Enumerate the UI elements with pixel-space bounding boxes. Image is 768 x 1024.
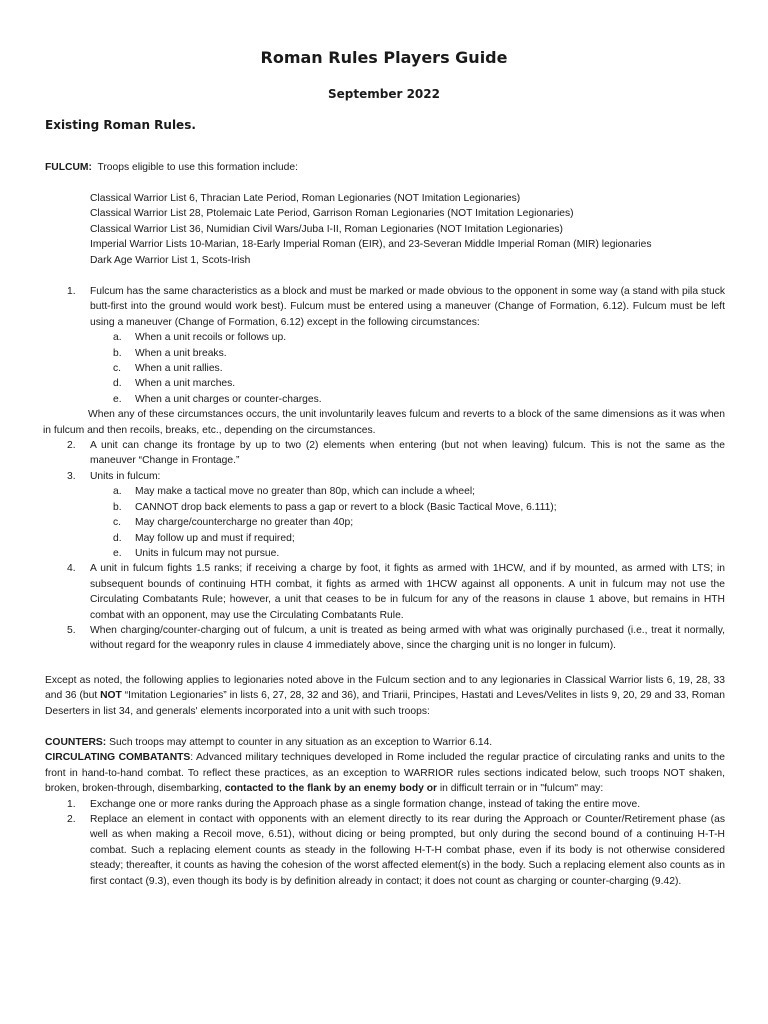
rule-1-item-b: b. When a unit breaks.: [113, 347, 227, 359]
rule-3: 3. Units in fulcum:: [67, 470, 161, 482]
list-item: Dark Age Warrior List 1, Scots-Irish: [90, 254, 251, 266]
page-title: Roman Rules Players Guide: [260, 48, 508, 67]
rule-1-item-a: a. When a unit recoils or follows up.: [113, 332, 287, 344]
list-item: Classical Warrior List 6, Thracian Late Period, Roman Legionaries (NOT Imitation Legionaries): [90, 193, 521, 204]
fulcum-label: FULCUM:: [45, 162, 92, 173]
circulating-item-2: 2. Replace an element in contact with opponents with an element directly to its rear during the Approach or Counter/Retirement phase (as well as when making a Recoil move, 6.51), without dicing or being prompted, but only during the second bound of a continuing H-T-H combat. Such a replacing element counts as steady in the following H-T-H combat phase, even if its body is not otherwise considered steady; thereafter, it counts as having the cohesion of the worst affected element(s) in the body. Such a replacing element also counts as in first contact (9.3), even though its body is by definition already in contact; it does not count as charging or counter-charging (9.42).: [67, 814, 725, 887]
circulating-item-1: 1. Exchange one or more ranks during the Approach phase as a single formation change, instead of taking the entire move.: [67, 798, 641, 810]
rule-4: 4. A unit in fulcum fights 1.5 ranks; if receiving a charge by foot, it fights as armed with 1HCW, and if by mounted, as armed with LTS; in subsequent bounds of continuing HTH combat, it fights as armed with 1HCW against all opponents. A unit in fulcum may not use the Circulating Combatants Rule; however, a unit that ceases to be in fulcum for any of the reasons in clause 1 above, but remains in HTH combat with an opponent, may use the Circulating Combatants Rule.: [67, 563, 725, 621]
eligible-lists: [90, 191, 730, 268]
fulcum-intro: [45, 160, 725, 175]
counters-label: COUNTERS:: [45, 737, 107, 748]
counters-section: [45, 735, 725, 889]
document-date: September 2022: [328, 87, 440, 101]
rule-3-item-e: e. Units in fulcum may not pursue.: [113, 547, 280, 559]
rule-5: 5. When charging/counter-charging out of fulcum, a unit is treated as being armed with what was originally purchased (i.e., treat it normally, without regard for the weaponry rules in clause 4 immediately above, since the charging unit is no longer in fulcum).: [67, 624, 725, 652]
rule-3-item-c: c. May charge/countercharge no greater than 40p;: [113, 517, 354, 529]
except-paragraph: Except as noted, the following applies to legionaries noted above in the Fulcum section and to any legionaries in Classical Warrior lists 6, 19, 28, 33 and 36 (but NOT “Imitation Legionaries” in lists 6, 27, 28, 32 and 36), and Triarii, Principes, Hastati and Leves/Velites in lists 9, 20, 29 and 33, Roman Deserters in list 34, and generals' elements incorporated into a unit with such troops:: [45, 675, 725, 717]
rule-1-after: When any of these circumstances occurs, the unit involuntarily leaves fulcum and reverts to a block of the same dimensions as it was when in fulcum and then recoils, breaks, etc., depending on the circumstances.: [43, 409, 725, 436]
rule-1-item-e: e. When a unit charges or counter-charges.: [113, 393, 322, 405]
circulating-label: CIRCULATING COMBATANTS: [45, 752, 191, 764]
rule-1-item-d: d. When a unit marches.: [113, 378, 236, 390]
fulcum-intro-text: Troops eligible to use this formation include:: [97, 162, 298, 173]
list-item: Imperial Warrior Lists 10-Marian, 18-Early Imperial Roman (EIR), and 23-Severan Middle Imperial Roman (MIR) legionaries: [90, 239, 652, 251]
rule-2: 2. A unit can change its frontage by up to two (2) elements when entering (but not when leaving) fulcum. This is not the same as the maneuver “Change in Frontage.”: [67, 440, 725, 467]
fulcum-rules: [45, 284, 725, 654]
section-heading: Existing Roman Rules.: [45, 118, 196, 132]
rule-number: 1.: [67, 286, 76, 297]
circulating-paragraph: CIRCULATING COMBATANTS: Advanced military techniques developed in Rome included the regular practice of circulating ranks and units to the front in hand-to-hand combat. To reflect these practices, as an exception to WARRIOR rules sections indicated below, such troops NOT shaken, broken, broken-through, disembarking, contacted to the flank by an enemy body or in difficult terrain or in "fulcum" may:: [45, 752, 725, 795]
rule-text: Fulcum has the same characteristics as a block and must be marked or made obvious to the opponent in some way (a stand with pila stuck butt-first into the ground would work best). Fulcum must be entered using a maneuver (Change of Formation, 6.12). Fulcum must be left using a maneuver (Change of Formation, 6.12) except in the following circumstances:: [90, 286, 725, 328]
rule-1-item-c: c. When a unit rallies.: [113, 363, 223, 375]
rule-3-item-b: b. CANNOT drop back elements to pass a gap or revert to a block (Basic Tactical Move, 6.111);: [113, 501, 557, 513]
rule-3-item-d: d. May follow up and must if required;: [113, 532, 295, 544]
list-item: Classical Warrior List 36, Numidian Civil Wars/Juba I-II, Roman Legionaries (NOT Imitation Legionaries): [90, 223, 563, 235]
counters-paragraph: COUNTERS: Such troops may attempt to counter in any situation as an exception to Warrior 6.14.: [45, 737, 493, 748]
list-item: Classical Warrior List 28, Ptolemaic Late Period, Garrison Roman Legionaries (NOT Imitation Legionaries): [90, 208, 574, 220]
rule-3-item-a: a. May make a tactical move no greater than 80p, which can include a wheel;: [113, 486, 475, 498]
rule-1: [45, 284, 725, 330]
